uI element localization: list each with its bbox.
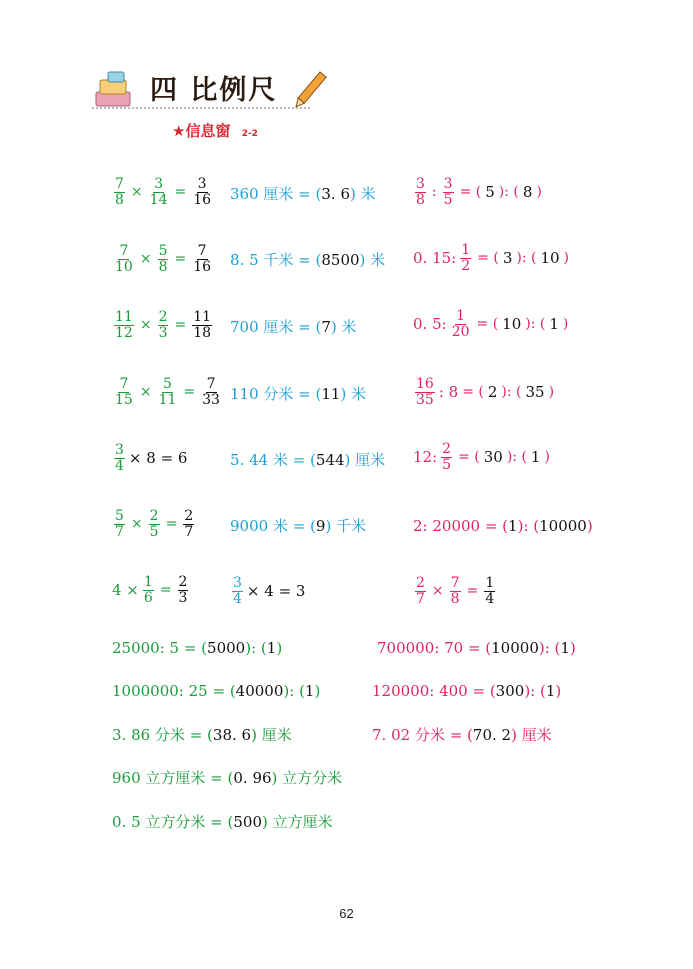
section-name: 信息窗: [185, 122, 236, 140]
chapter-title: 四 比例尺: [150, 75, 278, 106]
exercise-row-5-pink: 12: $\frac{2}{5}$ = ( 30 ): ( 1 ): [413, 441, 550, 473]
exercise-row-6-pink: 2: 20000 = (1): (10000): [413, 517, 593, 535]
exercise-row-7-blue: $\frac{3}{4}$ × 4 = 3: [233, 575, 306, 607]
unit-line-3-left: 3. 86 分米 = (38. 6) 厘米: [112, 726, 292, 744]
exercise-row-4-pink: $\frac{16}{35}$ : 8 = ( 2 ): ( 35 ): [416, 376, 555, 408]
exercise-row-1-green: $\frac{7}{8}$ × $\frac{3}{14}$ = $\frac{3}{16}$: [115, 176, 212, 208]
exercise-row-2-green: $\frac{7}{10}$ × $\frac{5}{8}$ = $\frac{7}{16}$: [115, 243, 212, 275]
unit-line-5: 0. 5 立方分米 = (500) 立方厘米: [112, 813, 333, 831]
blocks-icon: [96, 72, 130, 106]
star-icon: ★: [172, 122, 186, 140]
exercise-row-6-green: $\frac{5}{7}$ × $\frac{2}{5}$ = $\frac{2}{7}$: [115, 508, 194, 540]
exercise-row-1-pink: $\frac{3}{8}$ : $\frac{3}{5}$ = ( 5 ): ( 8 ): [416, 176, 542, 208]
exercise-row-3-pink: 0. 5: $\frac{1}{20}$ = ( 10 ): ( 1 ): [413, 308, 569, 340]
exercise-row-4-green: $\frac{7}{15}$ × $\frac{5}{11}$ = $\frac{7}{33}$: [115, 376, 220, 408]
section-title: [172, 120, 258, 141]
exercise-row-5-green: $\frac{3}{4}$ × 8 = 6: [115, 442, 188, 474]
exercise-row-6-blue: 9000 米 = (9) 千米: [230, 517, 367, 535]
unit-line-3-right: 7. 02 分米 = (70. 2) 厘米: [372, 726, 552, 744]
exercise-row-3-blue: 700 厘米 = (7) 米: [230, 318, 357, 336]
exercise-row-3-green: $\frac{11}{12}$ × $\frac{2}{3}$ = $\frac{11}{18}$: [115, 309, 212, 341]
page-number: 62: [339, 906, 354, 921]
unit-line-4: 960 立方厘米 = (0. 96) 立方分米: [112, 769, 343, 787]
ratio-line-1-left: 25000: 5 = (5000): (1): [112, 639, 283, 657]
pencil-icon: [293, 72, 326, 109]
ratio-line-2-left: 1000000: 25 = (40000): (1): [112, 682, 321, 700]
exercise-row-2-pink: 0. 15: $\frac{1}{2}$ = ( 3 ): ( 10 ): [413, 242, 570, 274]
section-mark: 2-2: [241, 129, 258, 139]
exercise-row-1-blue: 360 厘米 = (3. 6) 米: [230, 185, 376, 203]
exercise-row-7-green: 4 × $\frac{1}{6}$ = $\frac{2}{3}$: [112, 574, 188, 606]
ratio-line-2-right: 120000: 400 = (300): (1): [372, 682, 562, 700]
exercise-row-5-blue: 5. 44 米 = (544) 厘米: [230, 451, 386, 469]
ratio-line-1-right: 700000: 70 = (10000): (1): [377, 639, 576, 657]
exercise-row-2-blue: 8. 5 千米 = (8500) 米: [230, 251, 386, 269]
exercise-row-7-pink: $\frac{2}{7}$ × $\frac{7}{8}$ = $\frac{1}{4}$: [416, 575, 495, 607]
exercise-row-4-blue: 110 分米 = (11) 米: [230, 385, 367, 403]
